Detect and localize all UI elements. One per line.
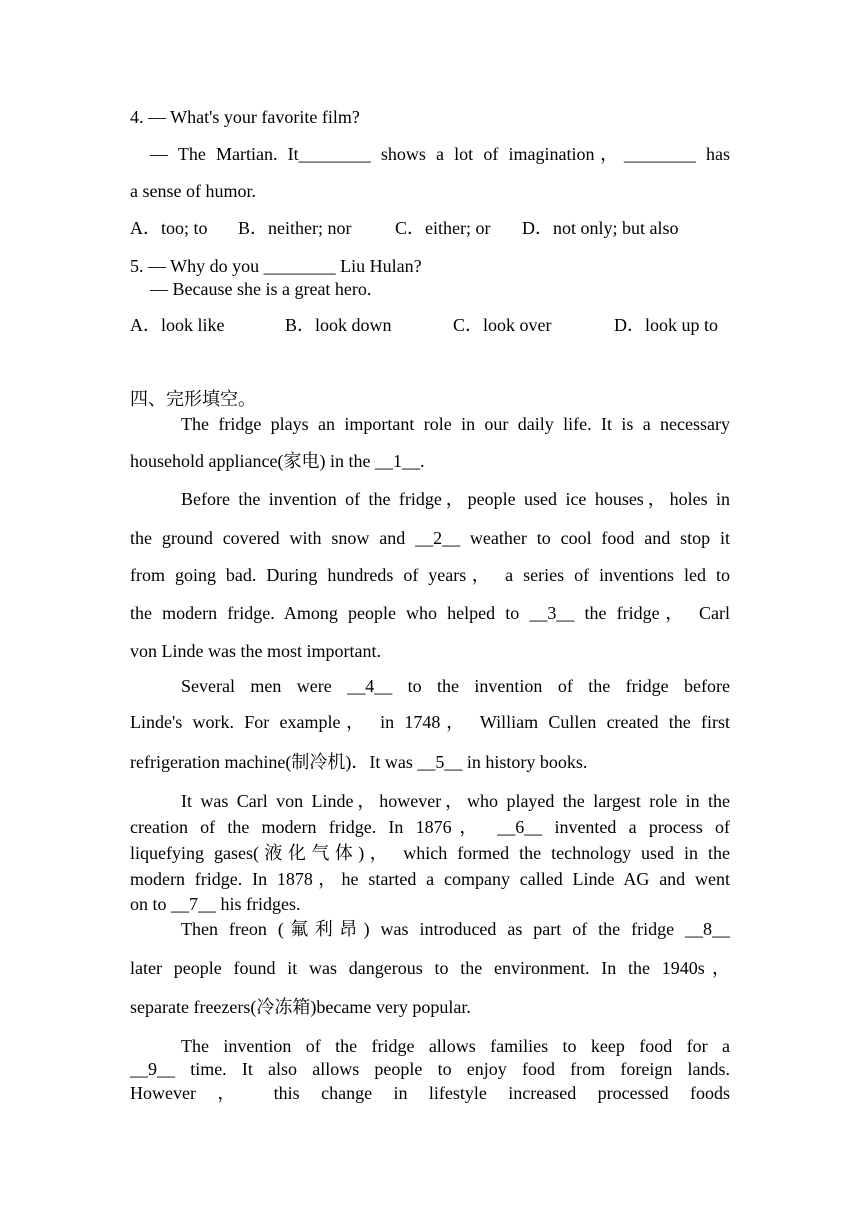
- blank-2: __2__: [415, 528, 461, 548]
- passage-line: However ， this change in lifestyle increased processed foods: [130, 1083, 730, 1103]
- passage-line: household appliance(家电) in the __1__.: [130, 451, 425, 471]
- passage-line: separate freezers(冷冻箱)became very popular.: [130, 997, 471, 1017]
- passage-line: The fridge plays an important role in our daily life. It is a necessary: [181, 414, 730, 434]
- q4-option-d: D．not only; but also: [522, 218, 679, 238]
- q4-answer-line1: — The Martian. It________ shows a lot of imagination，________ has: [150, 144, 730, 164]
- passage-line: later people found it was dangerous to the environment. In the 1940s，: [130, 958, 730, 978]
- passage-line: Then freon (氟利昂) was introduced as part of the fridge __8__: [181, 919, 730, 939]
- passage-line: refrigeration machine(制冷机)．It was __5__ in history books.: [130, 752, 588, 772]
- q4-answer-line2: a sense of humor.: [130, 181, 256, 201]
- passage-line: modern fridge. In 1878，he started a company called Linde AG and went: [130, 869, 730, 889]
- q4-question: 4. — What's your favorite film?: [130, 107, 360, 127]
- q5-option-b: B．look down: [285, 315, 392, 335]
- q5-option-c: C．look over: [453, 315, 552, 335]
- passage-line: The invention of the fridge allows families to keep food for a: [181, 1036, 730, 1056]
- q5-option-a: A．look like: [130, 315, 225, 335]
- blank-5: __5__: [417, 752, 463, 772]
- passage-line: von Linde was the most important.: [130, 641, 381, 661]
- blank-9: __9__: [130, 1059, 175, 1079]
- passage-line: Linde's work. For example， in 1748， William Cullen created the first: [130, 712, 730, 732]
- q4-option-b: B．neither; nor: [238, 218, 352, 238]
- section-heading: 四、完形填空。: [130, 389, 256, 409]
- passage-line: It was Carl von Linde，however，who played the largest role in the: [181, 791, 730, 811]
- q5-answer: — Because she is a great hero.: [150, 279, 372, 299]
- passage-line: Before the invention of the fridge，people used ice houses，holes in: [181, 489, 730, 509]
- passage-line: the ground covered with snow and __2__ weather to cool food and stop it: [130, 528, 730, 548]
- blank-3: __3__: [529, 603, 575, 623]
- passage-line: from going bad. During hundreds of years， a series of inventions led to: [130, 565, 730, 585]
- blank-6: __6__: [497, 817, 543, 837]
- blank-4: __4__: [347, 676, 393, 696]
- passage-line: on to __7__ his fridges.: [130, 894, 301, 914]
- blank-7: __7__: [171, 894, 217, 914]
- passage-line: liquefying gases(液化气体)， which formed the technology used in the: [130, 843, 730, 863]
- q4-option-a: A．too; to: [130, 218, 208, 238]
- passage-line: the modern fridge. Among people who helped to __3__ the fridge， Carl: [130, 603, 730, 623]
- q5-option-d: D．look up to: [614, 315, 719, 335]
- q4-option-c: C．either; or: [395, 218, 491, 238]
- passage-line: creation of the modern fridge. In 1876， __6__ invented a process of: [130, 817, 730, 837]
- passage-line: Several men were __4__ to the invention of the fridge before: [181, 676, 730, 696]
- blank-8: __8__: [685, 919, 730, 939]
- q5-question: 5. — Why do you ________ Liu Hulan?: [130, 256, 422, 276]
- blank-1: __1__: [374, 451, 420, 471]
- passage-line: __9__ time. It also allows people to enjoy food from foreign lands.: [130, 1059, 730, 1079]
